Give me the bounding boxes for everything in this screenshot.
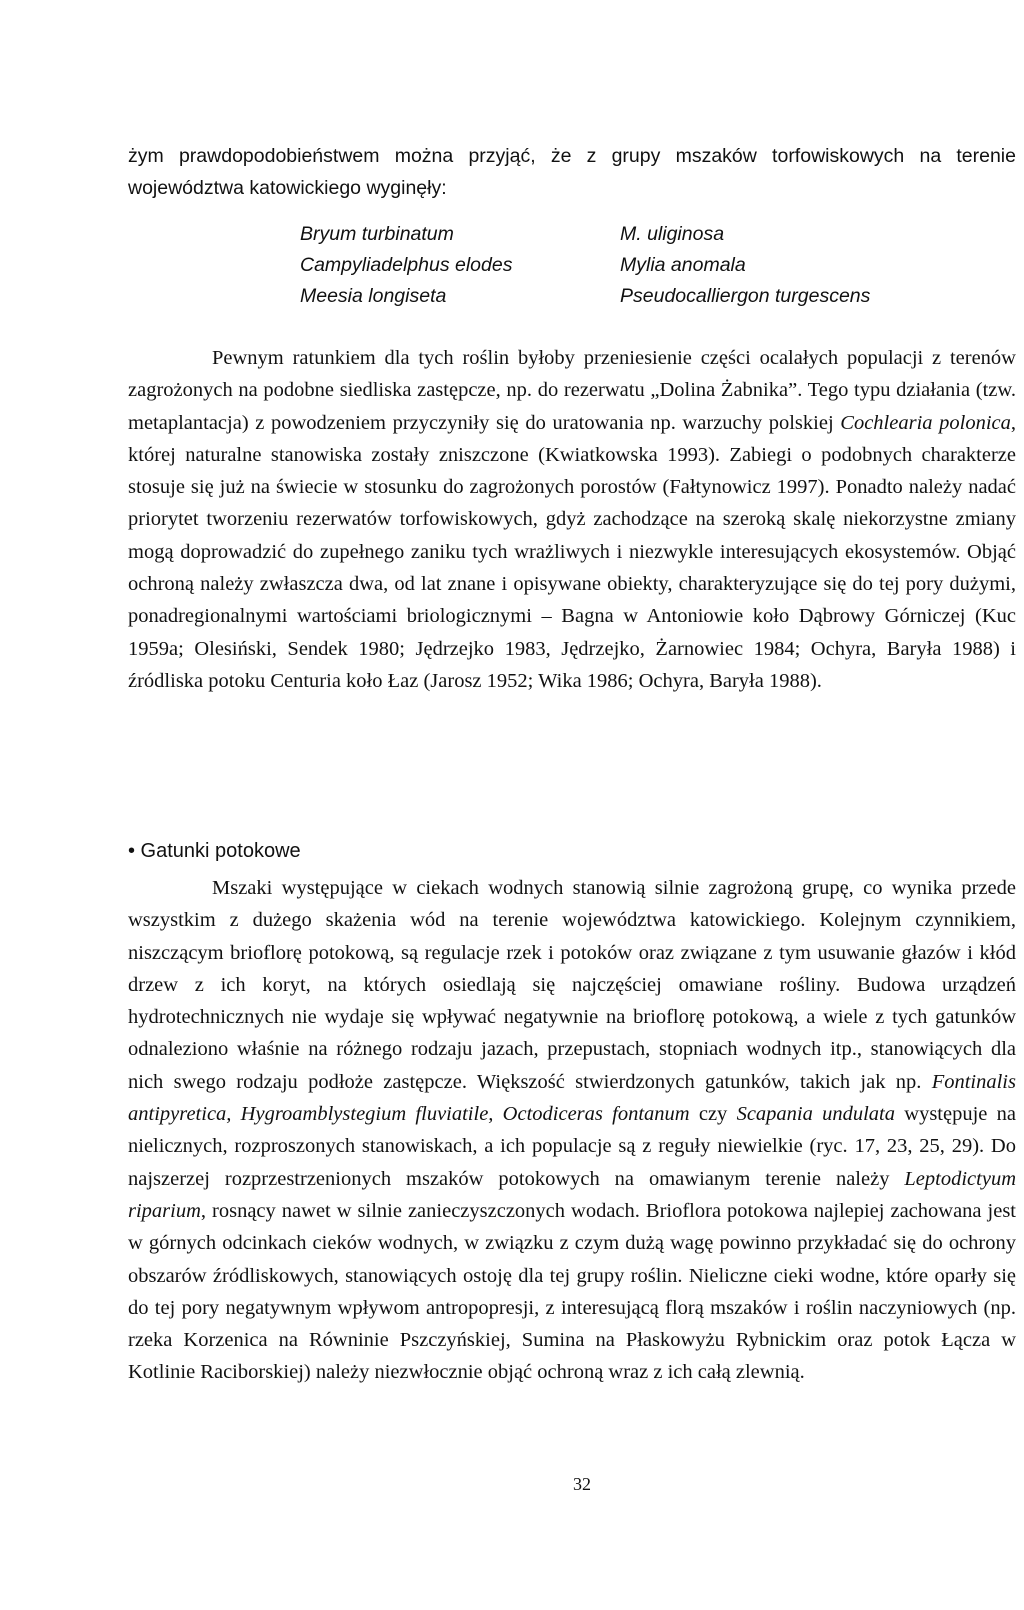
species-item: Campyliadelphus elodes <box>300 254 513 276</box>
paragraph-text: , której naturalne stanowiska zostały zniszczone (Kwiatkowska 1993). Zabiegi o podobnych charakterze stosuje się już na świecie w stosunku do zagrożonych porostów (Fałtynowicz 1997). Ponadto należy nadać priorytet tworzeniu rezerwatów torfowiskowych, gdyż zachodzące na szeroką skalę niekorzystne zmiany mogą doprowadzić do zupełnego zaniku tych wrażliwych i niezwykle interesujących ekosystemów. Objąć ochroną należy zwłaszcza dwa, od lat znane i opisywane obiekty, charakteryzujące się do tej pory dużymi, ponadregionalnymi wartościami briologicznymi – Bagna w Antoniowie koło Dąbrowy Górniczej (Kuc 1959a; Olesiński, Sendek 1980; Jędrzejko 1983, Jędrzejko, Żarnowiec 1984; Ochyra, Baryła 1988) i źródliska potoku Centuria koło Łaz (Jarosz 1952; Wika 1986; Ochyra, Baryła 1988). <box>128 411 1017 692</box>
paragraph-text: czy <box>689 1103 737 1126</box>
page-number: 32 <box>573 1474 591 1494</box>
species-name: Cochlearia polonica <box>840 411 1011 434</box>
species-item: M. uliginosa <box>620 223 725 245</box>
species-name: Fontinalis antipyretica, Hygroamblystegium fluviatile, Octodiceras fontanum <box>128 1070 1016 1126</box>
intro-text: żym prawdopodobieństwem można przyjąć, że z grupy mszaków torfowiskowych na terenie województwa katowickiego wyginęły: <box>128 145 1016 200</box>
intro-paragraph <box>128 140 1016 205</box>
species-item: Mylia anomala <box>620 254 746 276</box>
paragraph-text: , rosnący nawet w silnie zanieczyszczonych wodach. Brioflora potokowa najlepiej zachowana jest w górnych odcinkach cieków wodnych, w związku z czym dużą wagę powinno przykładać się do ochrony obszarów źródliskowych, stanowiących ostoję dla tej grupy roślin. Nieliczne cieki wodne, które oparły się do tej pory negatywnym wpływom antropopresji, z interesującą florą mszaków i roślin naczyniowych (np. rzeka Korzenica na Równinie Pszczyńskiej, Sumina na Płaskowyżu Rybnickim oraz potok Łącza w Kotlinie Raciborskiej) należy niezwłocznie objąć ochroną wraz z ich całą zlewnią. <box>128 1199 1016 1384</box>
species-item: Meesia longiseta <box>300 285 447 307</box>
species-name: Scapania undulata <box>736 1103 896 1126</box>
stream-species-paragraph <box>128 872 1016 1389</box>
species-item: Bryum turbinatum <box>300 223 454 245</box>
paragraph-text: występuje na nielicznych, rozproszonych stanowiskach, a ich populacje są z reguły niewielkie (ryc. 17, 23, 25, 29). Do najszerzej rozprzestrzenionych mszaków potokowych na omawianym terenie należy <box>128 1103 1016 1190</box>
species-item: Pseudocalliergon turgescens <box>620 285 871 307</box>
protection-paragraph <box>128 342 1016 697</box>
paragraph-text: Mszaki występujące w ciekach wodnych stanowią silnie zagrożoną grupę, co wynika przede wszystkim z dużego skażenia wód na terenie województwa katowickiego. Kolejnym czynnikiem, niszczącym brioflorę potokową, są regulacje rzek i potoków oraz związane z tym usuwanie głazów i kłód drzew z ich koryt, na których osiedlają się najczęściej omawiane rośliny. Budowa urządzeń hydrotechnicznych nie wydaje się wpływać negatywnie na brioflorę potokową, a wiele z tych gatunków odnaleziono właśnie na różnego rodzaju jazach, przepustach, stopniach wodnych itp., stanowiących dla nich swego rodzaju podłoże zastępcze. Większość stwierdzonych gatunków, takich jak np. <box>128 877 1016 1093</box>
paragraph-text: Pewnym ratunkiem dla tych roślin byłoby przeniesienie części ocalałych populacji z terenów zagrożonych na podobne siedliska zastępcze, np. do rezerwatu „Dolina Żabnika”. Tego typu działania (tzw. metaplantacja) z powodzeniem przyczyniły się do uratowania np. warzuchy polskiej <box>128 347 1016 434</box>
section-heading: • Gatunki potokowe <box>128 840 301 862</box>
species-name: Leptodictyum riparium <box>128 1167 1016 1222</box>
species-list <box>300 220 920 310</box>
